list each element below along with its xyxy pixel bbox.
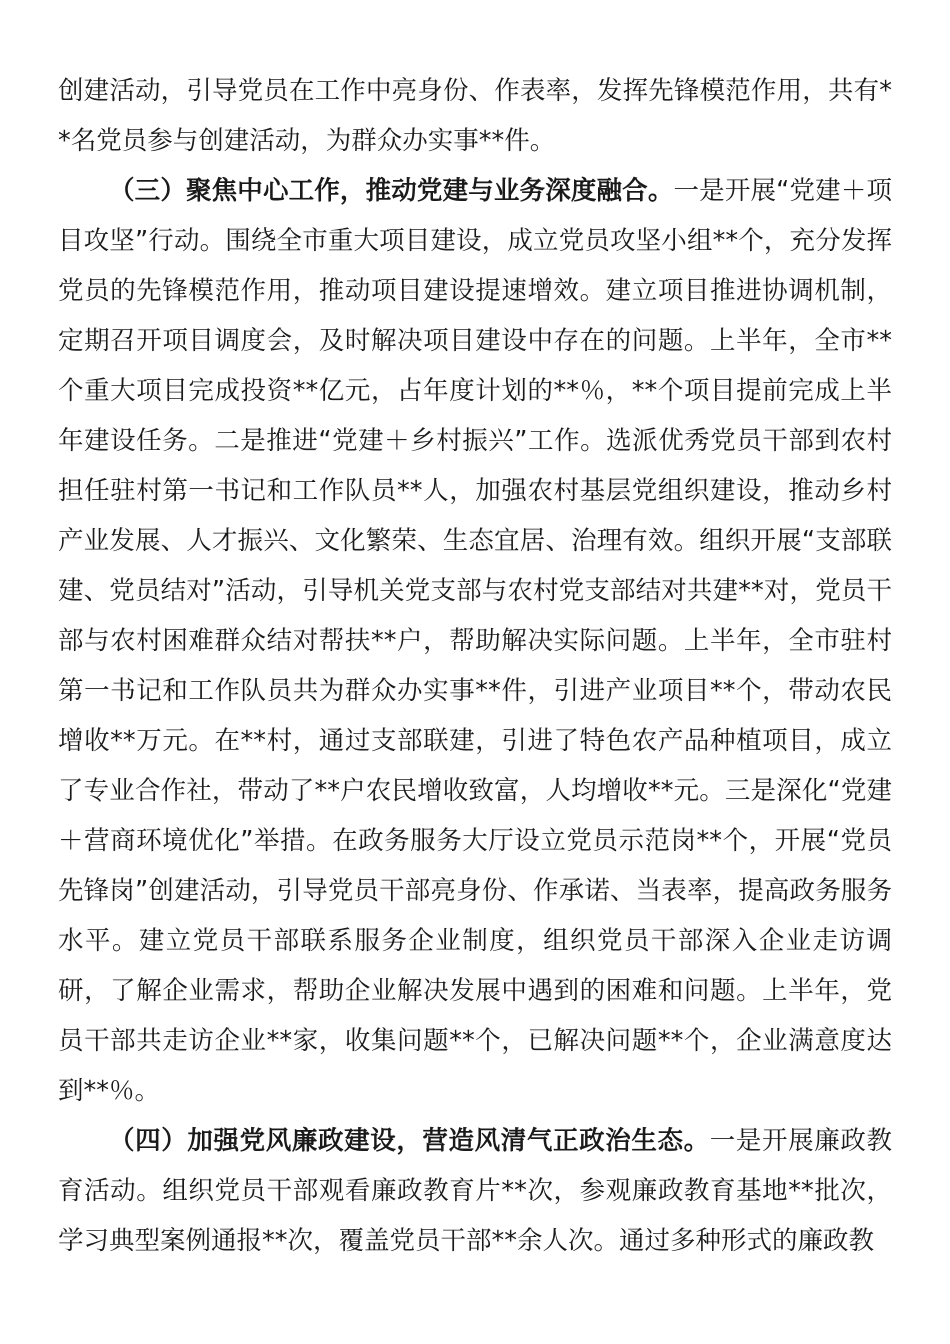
section-heading: （四）加强党风廉政建设，营造风清气正政治生态。 — [109, 1126, 710, 1156]
paragraph-section-4 — [58, 1116, 892, 1266]
section-heading: （三）聚焦中心工作，推动党建与业务深度融合。 — [109, 176, 674, 206]
paragraph-section-3 — [58, 166, 892, 1116]
paragraph-continuation — [58, 66, 892, 166]
document-page — [58, 66, 892, 1266]
paragraph-text: 创建活动，引导党员在工作中亮身份、作表率，发挥先锋模范作用，共有**名党员参与创建活动，为群众办实事**件。 — [58, 76, 892, 156]
paragraph-text: 一是开展廉政教育活动。组织党员干部观看廉政教育片**次，参观廉政教育基地**批次，学习典型案例通报**次，覆盖党员干部**余人次。通过多种形式的廉政教 — [58, 1126, 892, 1256]
paragraph-text: 一是开展“党建＋项目攻坚”行动。围绕全市重大项目建设，成立党员攻坚小组**个，充分发挥党员的先锋模范作用，推动项目建设提速增效。建立项目推进协调机制，定期召开项目调度会，及时解决项目建设中存在的问题。上半年，全市**个重大项目完成投资**亿元，占年度计划的**％，**个项目提前完成上半年建设任务。二是推进“党建＋乡村振兴”工作。选派优秀党员干部到农村担任驻村第一书记和工作队员**人，加强农村基层党组织建设，推动乡村产业发展、人才振兴、文化繁荣、生态宜居、治理有效。组织开展“支部联建、党员结对”活动，引导机关党支部与农村党支部结对共建**对，党员干部与农村困难群众结对帮扶**户，帮助解决实际问题。上半年，全市驻村第一书记和工作队员共为群众办实事**件，引进产业项目**个，带动农民增收**万元。在**村，通过支部联建，引进了特色农产品种植项目，成立了专业合作社，带动了**户农民增收致富，人均增收**元。三是深化“党建＋营商环境优化”举措。在政务服务大厅设立党员示范岗**个，开展“党员先锋岗”创建活动，引导党员干部亮身份、作承诺、当表率，提高政务服务水平。建立党员干部联系服务企业制度，组织党员干部深入企业走访调研，了解企业需求，帮助企业解决发展中遇到的困难和问题。上半年，党员干部共走访企业**家，收集问题**个，已解决问题**个，企业满意度达到**％。 — [58, 176, 892, 1106]
